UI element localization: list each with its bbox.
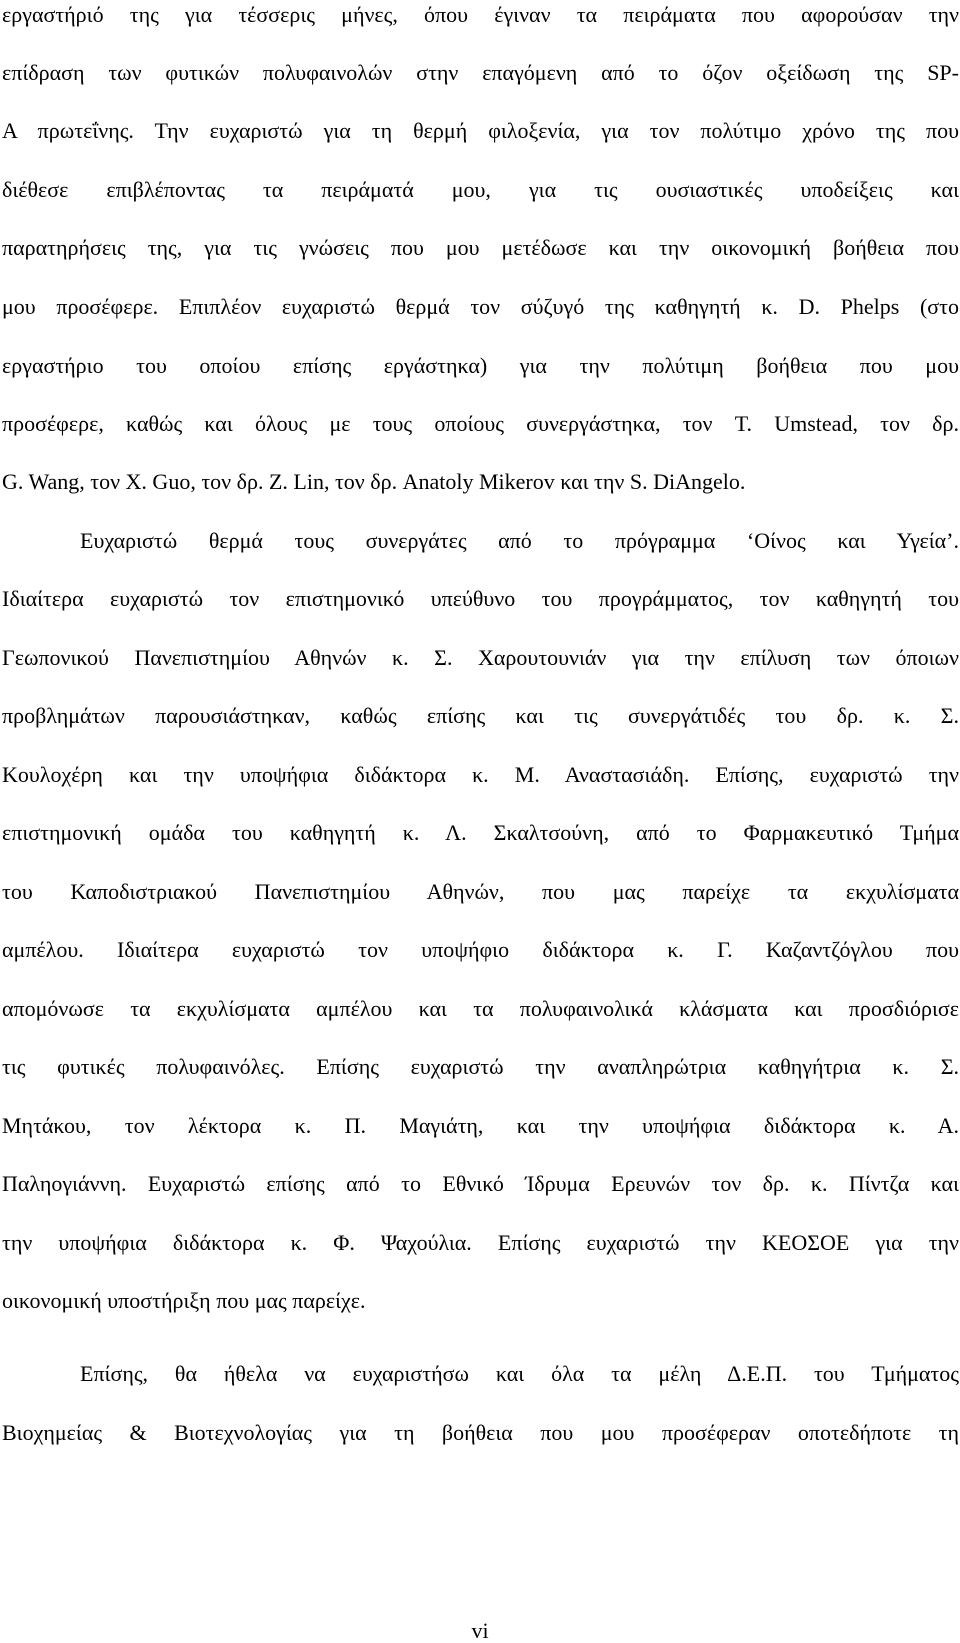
text-line: G. Wang, τον X. Guo, τον δρ. Z. Lin, τον δρ. Anatoly Mikerov και την S. DiAngelo. — [2, 469, 746, 494]
text-line: παρατηρήσεις της, για τις γνώσεις που μου μετέδωσε και την οικονομική βοήθεια που — [2, 235, 959, 260]
text-line: οικονομική υποστήριξη που μας παρείχε. — [2, 1288, 366, 1313]
text-line: Γεωπονικού Πανεπιστημίου Αθηνών κ. Σ. Χαρουτουνιάν για την επίλυση των όποιων — [2, 645, 959, 670]
text-line: Παληογιάννη. Ευχαριστώ επίσης από το Εθνικό Ίδρυμα Ερευνών τον δρ. κ. Πίντζα και — [2, 1171, 959, 1196]
text-line: Επίσης, θα ήθελα να ευχαριστήσω και όλα τα μέλη Δ.Ε.Π. του Τμήματος — [80, 1361, 959, 1386]
text-line: απομόνωσε τα εκχυλίσματα αμπέλου και τα πολυφαινολικά κλάσματα και προσδιόρισε — [2, 996, 959, 1021]
page-number: vi — [471, 1618, 489, 1643]
text-line: εργαστήριο του οποίου επίσης εργάστηκα) για την πολύτιμη βοήθεια που μου — [2, 353, 959, 378]
text-line: επιστημονική ομάδα του καθηγητή κ. Λ. Σκαλτσούνη, από το Φαρμακευτικό Τμήμα — [2, 820, 959, 845]
text-line: επίδραση των φυτικών πολυφαινολών στην επαγόμενη από το όζον οξείδωση της SP- — [2, 60, 959, 85]
text-line: τις φυτικές πολυφαινόλες. Επίσης ευχαριστώ την αναπληρώτρια καθηγήτρια κ. Σ. — [2, 1054, 959, 1079]
text-line: Ευχαριστώ θερμά τους συνεργάτες από το πρόγραμμα ‘Οίνος και Υγεία’. — [80, 528, 959, 553]
text-line: την υποψήφια διδάκτορα κ. Φ. Ψαχούλια. Επίσης ευχαριστώ την ΚΕΟΣΟΕ για την — [2, 1230, 959, 1255]
text-line: διέθεσε επιβλέποντας τα πειράματά μου, για τις ουσιαστικές υποδείξεις και — [2, 177, 959, 202]
text-line: προσέφερε, καθώς και όλους με τους οποίους συνεργάστηκα, τον T. Umstead, τον δρ. — [2, 411, 959, 436]
text-line: εργαστήριό της για τέσσερις μήνες, όπου έγιναν τα πειράματα που αφορούσαν την — [2, 2, 959, 27]
text-line: μου προσέφερε. Επιπλέον ευχαριστώ θερμά τον σύζυγό της καθηγητή κ. D. Phelps (στο — [2, 294, 959, 319]
text-line: του Καποδιστριακού Πανεπιστημίου Αθηνών, που μας παρείχε τα εκχυλίσματα — [2, 879, 959, 904]
text-line: αμπέλου. Ιδιαίτερα ευχαριστώ τον υποψήφιο διδάκτορα κ. Γ. Καζαντζόγλου που — [2, 937, 959, 962]
text-line: Ιδιαίτερα ευχαριστώ τον επιστημονικό υπεύθυνο του προγράμματος, τον καθηγητή του — [2, 586, 959, 611]
text-line: Μητάκου, τον λέκτορα κ. Π. Μαγιάτη, και την υποψήφια διδάκτορα κ. Α. — [2, 1113, 959, 1138]
text-line: Βιοχημείας & Βιοτεχνολογίας για τη βοήθεια που μου προσέφεραν οποτεδήποτε τη — [2, 1420, 959, 1445]
text-line: A πρωτεΐνης. Την ευχαριστώ για τη θερμή φιλοξενία, για τον πολύτιμο χρόνο της που — [2, 118, 959, 143]
text-line: Κουλοχέρη και την υποψήφια διδάκτορα κ. Μ. Αναστασιάδη. Επίσης, ευχαριστώ την — [2, 762, 959, 787]
text-line: προβλημάτων παρουσιάστηκαν, καθώς επίσης και τις συνεργάτιδές του δρ. κ. Σ. — [2, 703, 959, 728]
